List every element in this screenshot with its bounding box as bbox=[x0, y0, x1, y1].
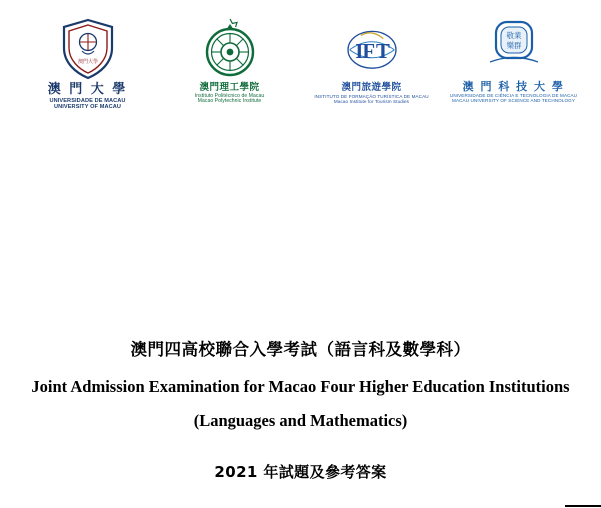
title-chinese: 澳門四高校聯合入學考試（語言科及數學科） bbox=[130, 340, 471, 359]
institution-logo-band bbox=[0, 18, 601, 140]
title-english-line1: Joint Admission Examination for Macao Four Higher Education Institutions bbox=[31, 377, 570, 396]
rounded-square-seal-icon bbox=[482, 18, 546, 80]
logo-english-line2: Macao Polytechnic Institute bbox=[197, 98, 262, 105]
logo-chinese-name: 澳 門 大 學 bbox=[47, 82, 128, 97]
logo-english-line1: UNIVERSIDADE DE CIÊNCIA E TECNOLOGIA DE MACAU bbox=[449, 93, 578, 99]
logo-university-of-macau bbox=[28, 18, 148, 110]
page-bottom-rule bbox=[565, 505, 601, 507]
logo-english-line2: UNIVERSITY OF MACAU bbox=[53, 103, 122, 110]
logo-macao-institute-for-tourism-studies bbox=[312, 18, 432, 104]
logo-english-line1: UNIVERSIDADE DE MACAU bbox=[49, 97, 126, 104]
logo-chinese-name: 澳門旅遊學院 bbox=[341, 82, 402, 93]
svg-text:I: I bbox=[354, 39, 363, 63]
svg-text:T: T bbox=[375, 39, 390, 63]
svg-text:澳門大學: 澳門大學 bbox=[77, 59, 98, 65]
logo-chinese-name: 澳門理工學院 bbox=[199, 82, 260, 93]
circular-green-seal-icon bbox=[198, 18, 262, 80]
svg-text:樂群: 樂群 bbox=[506, 41, 521, 50]
logo-english-line1: Instituto Politécnico de Macau bbox=[194, 92, 265, 99]
logo-caption bbox=[48, 83, 128, 110]
logo-chinese-name: 澳 門 科 技 大 學 bbox=[462, 80, 565, 93]
ift-monogram-icon bbox=[340, 18, 404, 80]
logo-macao-polytechnic-institute bbox=[170, 18, 290, 105]
title-english-line2: (Languages and Mathematics) bbox=[193, 411, 408, 430]
logo-caption bbox=[195, 83, 264, 105]
crest-shield-icon bbox=[56, 18, 120, 80]
title-subtitle: 2021 年試題及參考答案 bbox=[214, 463, 387, 481]
logo-english-line2: Macao Institute for Tourism Studies bbox=[333, 98, 410, 104]
logo-caption bbox=[314, 83, 428, 104]
logo-english-line1: INSTITUTO DE FORMAÇÃO TURÍSTICA DE MACAU bbox=[314, 93, 429, 99]
logo-english-line2: MACAU UNIVERSITY OF SCIENCE AND TECHNOLOGY bbox=[452, 98, 575, 104]
logo-macau-university-of-science-and-technology bbox=[449, 18, 578, 104]
logo-caption bbox=[450, 81, 577, 104]
svg-text:F: F bbox=[361, 39, 375, 63]
document-title-block bbox=[0, 336, 601, 482]
svg-text:敬業: 敬業 bbox=[506, 31, 521, 40]
